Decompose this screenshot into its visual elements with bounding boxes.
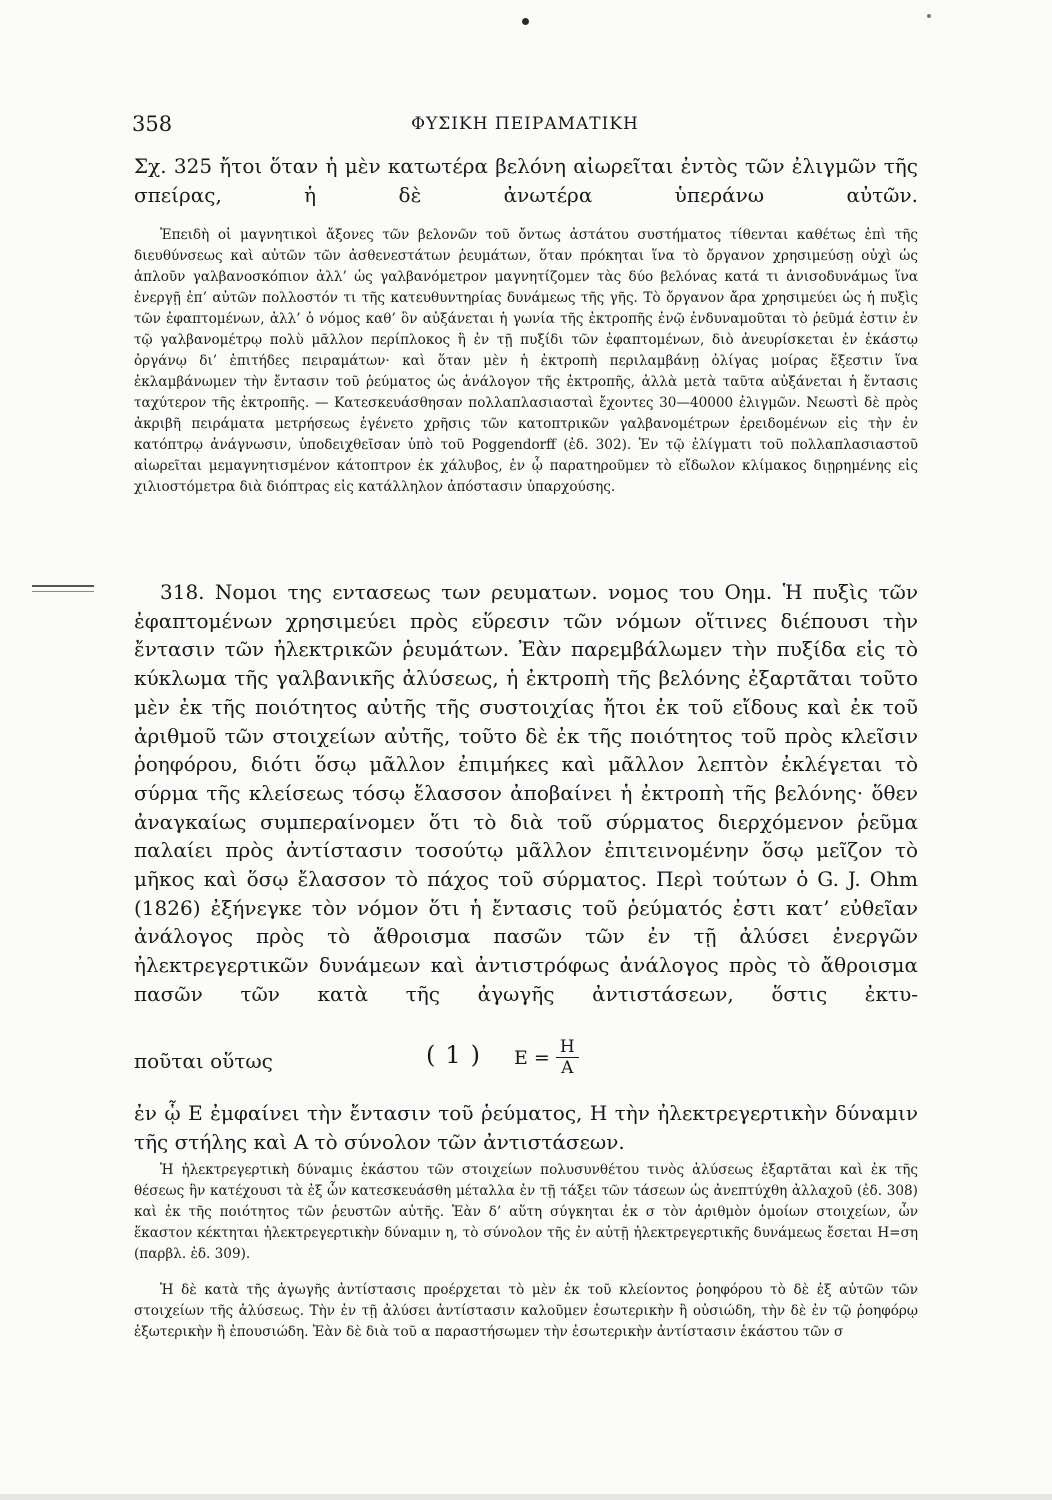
ohm-formula: [134, 1037, 918, 1087]
speck: [927, 14, 931, 18]
page-number: 358: [132, 112, 173, 136]
page-edge: [0, 1494, 1052, 1500]
equation-number: (1): [426, 1041, 490, 1069]
note-paragraph-galvanometer: Ἐπειδὴ οἱ μαγνητικοὶ ἄξονες τῶν βελονῶν τοῦ ὄντως ἀστάτου συστήματος τίθενται καθέτως ἐπὶ τῆς διευθύνσεως καὶ αὐτῶν τῶν ἀσθενεστάτων ῥευμάτων, ὅταν πρόκηται ἵνα τὸ ὄργανον χρησιμεύσῃ οὐχὶ ὡς ἁπλοῦν γαλβανοσκόπιον ἀλλ’ ὡς γαλβανόμετρον μαγνητίζομεν τὰς δύο βελόνας κατά τι ἀνισοδυνάμως ἵνα ἐνεργῇ ἐπ’ αὐτῶν πολλοστόν τι τῆς κατευθυντηρίας δυνάμεως τῆς γῆς. Τὸ ὄργανον ἄρα χρησιμεύει ὡς ἡ πυξὶς τῶν ἐφαπτομένων, ἀλλ’ ὁ νόμος καθ’ ὃν αὐξάνεται ἡ γωνία τῆς ἐκτροπῆς ἐνῷ ἐνδυναμοῦται τὸ ῥεῦμά ἐστιν ἐν τῷ γαλβανομέτρῳ πολὺ μᾶλλον περίπλοκος ἢ ἐν τῇ πυξίδι τῶν ἐφαπτομένων, διὸ ἀνευρίσκεται ἐν ἑκάστῳ ὀργάνῳ δι’ ἐπιτήδες πειραμάτων· καὶ ὅταν μὲν ἡ ἐκτροπὴ περιλαμβάνῃ ὀλίγας μοίρας ἔξεστιν ἵνα ἐκλαμβάνωμεν τὴν ἔντασιν τοῦ ῥεύματος ὡς ἀνάλογον τῆς ἐκτροπῆς, ἀλλὰ μετὰ ταῦτα αὐξάνεται ἡ ἔντασις ταχύτερον τῆς ἐκτροπῆς. — Κατεσκευάσθησαν πολλαπλασιασταὶ ἔχοντες 30—40000 ἐλιγμῶν. Νεωστὶ δὲ πρὸς ἀκριβῆ πειράματα μετρήσεως ἐγένετο χρῆσις τῶν κατοπτρικῶν γαλβανομέτρων ἐρειδομένων εἰς τὴν ἐν κατόπτρῳ ἀνάγνωσιν, ὑποδειχθεῖσαν ὑπὸ τοῦ Poggendorff (ἐδ. 302). Ἐν τῷ ἐλίγματι τοῦ πολλαπλασιαστοῦ αἰωρεῖται μεμαγνητισμένον κάτοπτρον ἐκ χάλυβος, ἐν ᾧ παρατηροῦμεν τὸ εἴδωλον κλίμακος διῃρημένης εἰς χιλιοστόμετρα διὰ διόπτρας εἰς κατάλληλον ἀπόστασιν ὑπαρχούσης.: [134, 227, 918, 495]
margin-pencil-mark: [32, 585, 94, 592]
note-paragraph-resistance: Ἡ δὲ κατὰ τῆς ἀγωγῆς ἀντίστασις προέρχεται τὸ μὲν ἐκ τοῦ κλείοντος ῥοηφόρου τὸ δὲ ἐξ αὐτῶν τῶν στοιχείων τῆς ἀλύσεως. Τὴν ἐν τῇ ἀλύσει ἀντίστασιν καλοῦμεν ἐσωτερικὴν ἢ οὐσιώδη, τὴν δὲ ἐν τῷ ῥοηφόρῳ ἐξωτερικὴν ἢ ἐπουσιώδη. Ἐὰν δὲ διὰ τοῦ α παραστήσωμεν τὴν ἐσωτερικὴν ἀντίστασιν ἑκάστου τῶν σ: [134, 1282, 918, 1340]
running-title: ΦΥΣΙΚΗ ΠΕΙΡΑΜΑΤΙΚΗ: [411, 114, 639, 134]
formula-lead-text: ποῦται οὕτως: [134, 1049, 273, 1073]
equation: [514, 1037, 579, 1078]
print-dot: [522, 18, 529, 25]
paragraph-continuation: Σχ. 325 ἤτοι ὅταν ἡ μὲν κατωτέρα βελόνη αἰωρεῖται ἐντὸς τῶν ἐλιγμῶν τῆς σπείρας, ἡ δὲ ἀνωτέρα ὑπεράνω αὐτῶν.: [134, 154, 918, 207]
equation-fraction: [556, 1037, 579, 1078]
equation-lhs: E =: [514, 1046, 550, 1069]
page-header: [132, 112, 918, 142]
fraction-denominator: A: [561, 1058, 574, 1078]
note-paragraph-emf: Ἡ ἠλεκτρεγερτικὴ δύναμις ἑκάστου τῶν στοιχείων πολυσυνθέτου τινὸς ἀλύσεως ἐξαρτᾶται καὶ ἐκ τῆς θέσεως ἣν κατέχουσι τὰ ἐξ ὧν κατεσκευάσθη μέταλλα ἐν τῇ τάξει τῶν τάσεων ὡς ἀνεπτύχθη ἀλλαχοῦ (ἐδ. 308) καὶ ἐκ τῆς ποιότητος τῶν ῥευστῶν αὐτῆς. Ἐὰν δ’ αὕτη σύγκηται ἐκ σ τὸν ἀριθμὸν ὁμοίων στοιχείων, ὧν ἕκαστον κέκτηται ἠλεκτρεγερτικὴν δύναμιν η, τὸ σύνολον τῆς ἐν αὐτῇ ἠλεκτρεγερτικῆς δυνάμεως ἔσεται H=ση (παρβλ. ἐδ. 309).: [134, 1162, 918, 1262]
section-318-paragraph: 318. Νομοι της εντασεως των ρευματων. νομος του Οημ. Ἡ πυξὶς τῶν ἐφαπτομένων χρησιμεύει πρὸς εὕρεσιν τῶν νόμων οἵτινες διέπουσι τὴν ἔντασιν τῶν ἠλεκτρικῶν ῥευμάτων. Ἐὰν παρεμβάλωμεν τὴν πυξίδα εἰς τὸ κύκλωμα τῆς γαλβανικῆς ἀλύσεως, ἡ ἐκτροπὴ τῆς βελόνης ἐξαρτᾶται τοῦτο μὲν ἐκ τῆς ποιότητος αὐτῆς τῆς συστοιχίας ἤτοι ἐκ τοῦ εἴδους καὶ ἐκ τοῦ ἀριθμοῦ τῶν στοιχείων αὐτῆς, τοῦτο δὲ ἐκ τῆς ποιότητος τοῦ πρὸς κλεῖσιν ῥοηφόρου, διότι ὅσῳ μᾶλλον ἐπιμήκες καὶ μᾶλλον λεπτὸν ἐκλέγεται τὸ σύρμα τῆς κλείσεως τόσῳ ἔλασσον ἀποβαίνει ἡ ἐκτροπὴ τῆς βελόνης· ὅθεν ἀναγκαίως συμπεραίνομεν ὅτι τὸ διὰ τοῦ σύρματος διερχόμενον ῥεῦμα παλαίει πρὸς ἀντίστασιν τοσούτῳ μᾶλλον ἐπιτεινομένην ὅσῳ μεῖζον τὸ μῆκος καὶ ὅσῳ ἔλασσον τὸ πάχος τοῦ σύρματος. Περὶ τούτων ὁ G. J. Ohm (1826) ἐξήνεγκε τὸν νόμον ὅτι ἡ ἔντασις τοῦ ῥεύματός ἐστι κατ’ εὐθεῖαν ἀνάλογος πρὸς τὸ ἄθροισμα πασῶν τῶν ἐν τῇ ἀλύσει ἐνεργῶν ἠλεκτρεγερτικῶν δυνάμεων καὶ ἀντιστρόφως ἀνάλογος πρὸς τὸ ἄθροισμα πασῶν τῶν κατὰ τῆς ἀγωγῆς ἀντιστάσεων, ὅστις ἐκτυ-: [134, 580, 918, 1006]
formula-explanation: ἐν ᾧ E ἐμφαίνει τὴν ἔντασιν τοῦ ῥεύματος, H τὴν ἠλεκτρεγερτικὴν δύναμιν τῆς στήλης καὶ A τὸ σύνολον τῶν ἀντιστάσεων.: [134, 1101, 918, 1154]
fraction-numerator: H: [556, 1037, 579, 1058]
